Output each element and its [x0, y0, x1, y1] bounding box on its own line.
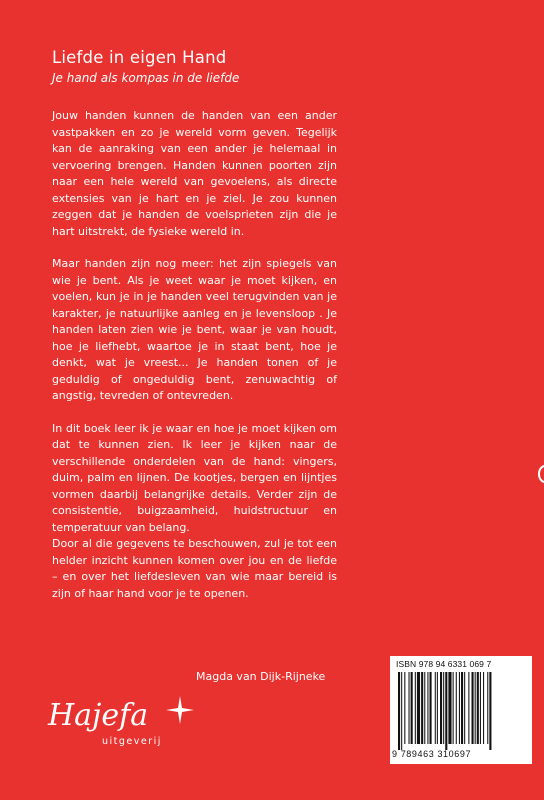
barcode-bars [398, 672, 524, 750]
spine-edge-mark [538, 465, 544, 483]
publisher-logo [48, 696, 198, 766]
blurb-paragraph-4: Door al die gegevens te beschouwen, zul je tot een helder inzicht kunnen komen over jou en de liefde – en over het liefdesleven van wie maar bereid is zijn of haar hand voor je te openen. [52, 537, 337, 600]
blurb-paragraph-1: Jouw handen kunnen de handen van een ander vastpakken en zo je wereld vorm geven. Tegelijk kan de aanraking van een ander je helemaal in vervoering brengen. Handen kunnen poorten zijn naar een hele wereld van gevoelens, als directe extensies van je hart en je ziel. Je zou kunnen zeggen dat je handen de voelsprieten zijn die je hart uitstrekt, de fysieke wereld in. [52, 109, 337, 238]
publisher-name: Hajefa [48, 698, 149, 733]
isbn-barcode [390, 656, 532, 764]
isbn-label: ISBN 978 94 6331 069 7 [396, 659, 492, 669]
barcode-digits: 9 789463 310697 [392, 749, 472, 759]
blurb-paragraph-2: Maar handen zijn nog meer: het zijn spiegels van wie je bent. Als je weet waar je moet kijken, en voelen, kun je in je handen veel terugvinden van je karakter, je natuurlijke aanleg en je levensloop . Je handen laten zien wie je bent, waar je van houdt, hoe je liefhebt, waartoe je in staat bent, hoe je denkt, wat je vreest... Je handen tonen of je geduldig of ongeduldig bent, zenuwachtig of angstig, tevreden of ontevreden. [52, 257, 337, 402]
publisher-tagline: uitgeverij [102, 736, 162, 747]
book-subtitle: Je hand als kompas in de liefde [52, 71, 240, 85]
blurb [52, 108, 337, 602]
blurb-paragraph-3: In dit boek leer ik je waar en hoe je moet kijken om dat te kunnen zien. Ik leer je kijken naar de verschillende onderdelen van de hand: vingers, duim, palm en lijnen. De kootjes, bergen en lijntjes vormen daarbij belangrijke details. Verder zijn de consistentie, buigzaamheid, huidstructuur en temperatuur van belang. [52, 421, 337, 534]
compass-star-icon [166, 696, 194, 724]
book-title: Liefde in eigen Hand [52, 48, 227, 67]
author-name: Magda van Dijk-Rijneke [196, 670, 326, 683]
